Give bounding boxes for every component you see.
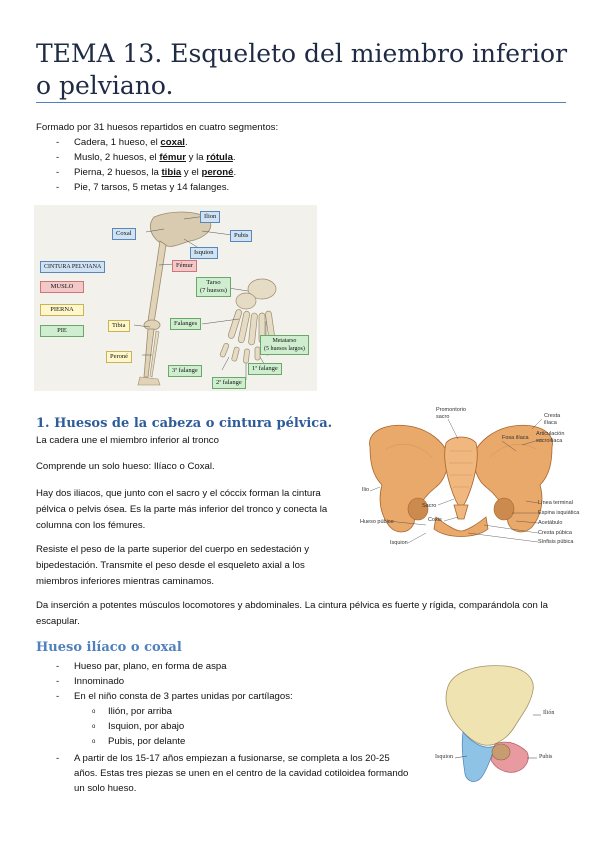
label-cintura-pelviana: CINTURA PELVIANA bbox=[40, 261, 105, 273]
label-perone: Peroné bbox=[106, 351, 132, 363]
label-pierna: PIERNA bbox=[40, 304, 84, 316]
label-articulacion-sacroiliaca: Articulación sacroilíaca bbox=[536, 431, 565, 444]
page-title: TEMA 13. Esqueleto del miembro inferior o pelviano. bbox=[36, 39, 568, 100]
label-muslo: MUSLO bbox=[40, 281, 84, 293]
label-isquion: Isquion bbox=[190, 247, 218, 259]
paragraph: Hay dos iliacos, que junto con el sacro y el cóccix forman la cintura pélvica o pelvis ósea. Es la parte más inferior del tronco y conecta la columna con los fémures. bbox=[36, 488, 328, 531]
paragraph: Da inserción a potentes músculos locomotores y abdominales. La cintura pélvica es fuerte y rígida, comparándola con la escapular. bbox=[36, 600, 548, 627]
label-pie: PIE bbox=[40, 325, 84, 337]
pelvis-figure bbox=[356, 405, 580, 550]
label-tarso: Tarso (7 huesos) bbox=[196, 277, 231, 297]
paragraph: La cadera une el miembro inferior al tronco bbox=[36, 435, 219, 446]
label-ilion: Ilion bbox=[200, 211, 220, 223]
label-femur: Fémur bbox=[172, 260, 197, 272]
leg-skeleton-figure bbox=[34, 205, 317, 391]
label-cresta-iliaca: Cresta ilíaca bbox=[544, 413, 561, 426]
label-sinfisis-pubica: Sínfisis púbica bbox=[538, 539, 574, 545]
label-ilio: Ilio bbox=[362, 487, 370, 493]
label-pubis: Pubis bbox=[230, 230, 252, 242]
label-coxal: Coxal bbox=[112, 228, 136, 240]
label-pubis: Pubis bbox=[539, 754, 553, 760]
coxal-bone-illustration bbox=[433, 660, 566, 794]
label-cresta-pubica: Cresta púbica bbox=[538, 530, 572, 536]
title-divider bbox=[36, 102, 566, 103]
label-sacro: Sacro bbox=[422, 503, 437, 509]
label-isquion: Isquion bbox=[390, 540, 408, 546]
label-ilion: Ilión bbox=[543, 710, 555, 716]
paragraph: Resiste el peso de la parte superior del cuerpo en sedestación y bipedestación. Transmite el peso desde el esqueleto axial a los miembros inferiores mientras caminamos. bbox=[36, 544, 310, 587]
label-falange-1: 1ª falange bbox=[248, 363, 282, 375]
label-falanges: Falanges bbox=[170, 318, 201, 330]
pelvis-illustration bbox=[356, 405, 566, 550]
label-falange-2: 2ª falange bbox=[212, 377, 246, 389]
intro-text: Formado por 31 huesos repartidos en cuatro segmentos: bbox=[36, 122, 279, 133]
label-acetabulo: Acetábulo bbox=[538, 520, 563, 526]
label-isquion: Isquion bbox=[435, 754, 453, 760]
label-linea-terminal: Línea terminal bbox=[538, 500, 573, 506]
label-metatarso: Metatarso (5 huesos largos) bbox=[260, 335, 309, 355]
label-hueso-pubico: Hueso púbico bbox=[360, 519, 394, 525]
coxal-bone-figure bbox=[433, 660, 566, 794]
section-heading-hueso-iliaco: Hueso ilíaco o coxal bbox=[36, 640, 182, 655]
label-falange-3: 3ª falange bbox=[168, 365, 202, 377]
label-fosa-iliaca: Fosa ilíaca bbox=[502, 435, 529, 441]
label-espina-isquiatica: Espina isquiática bbox=[538, 510, 580, 516]
paragraph: Comprende un solo hueso: Ilíaco o Coxal. bbox=[36, 461, 215, 472]
label-promontorio-sacro: Promontorio sacro bbox=[436, 407, 466, 420]
label-coxis: Coxis bbox=[428, 517, 442, 523]
section-heading-cintura-pelvica: 1. Huesos de la cabeza o cintura pélvica. bbox=[36, 416, 333, 431]
label-tibia: Tibia bbox=[108, 320, 130, 332]
